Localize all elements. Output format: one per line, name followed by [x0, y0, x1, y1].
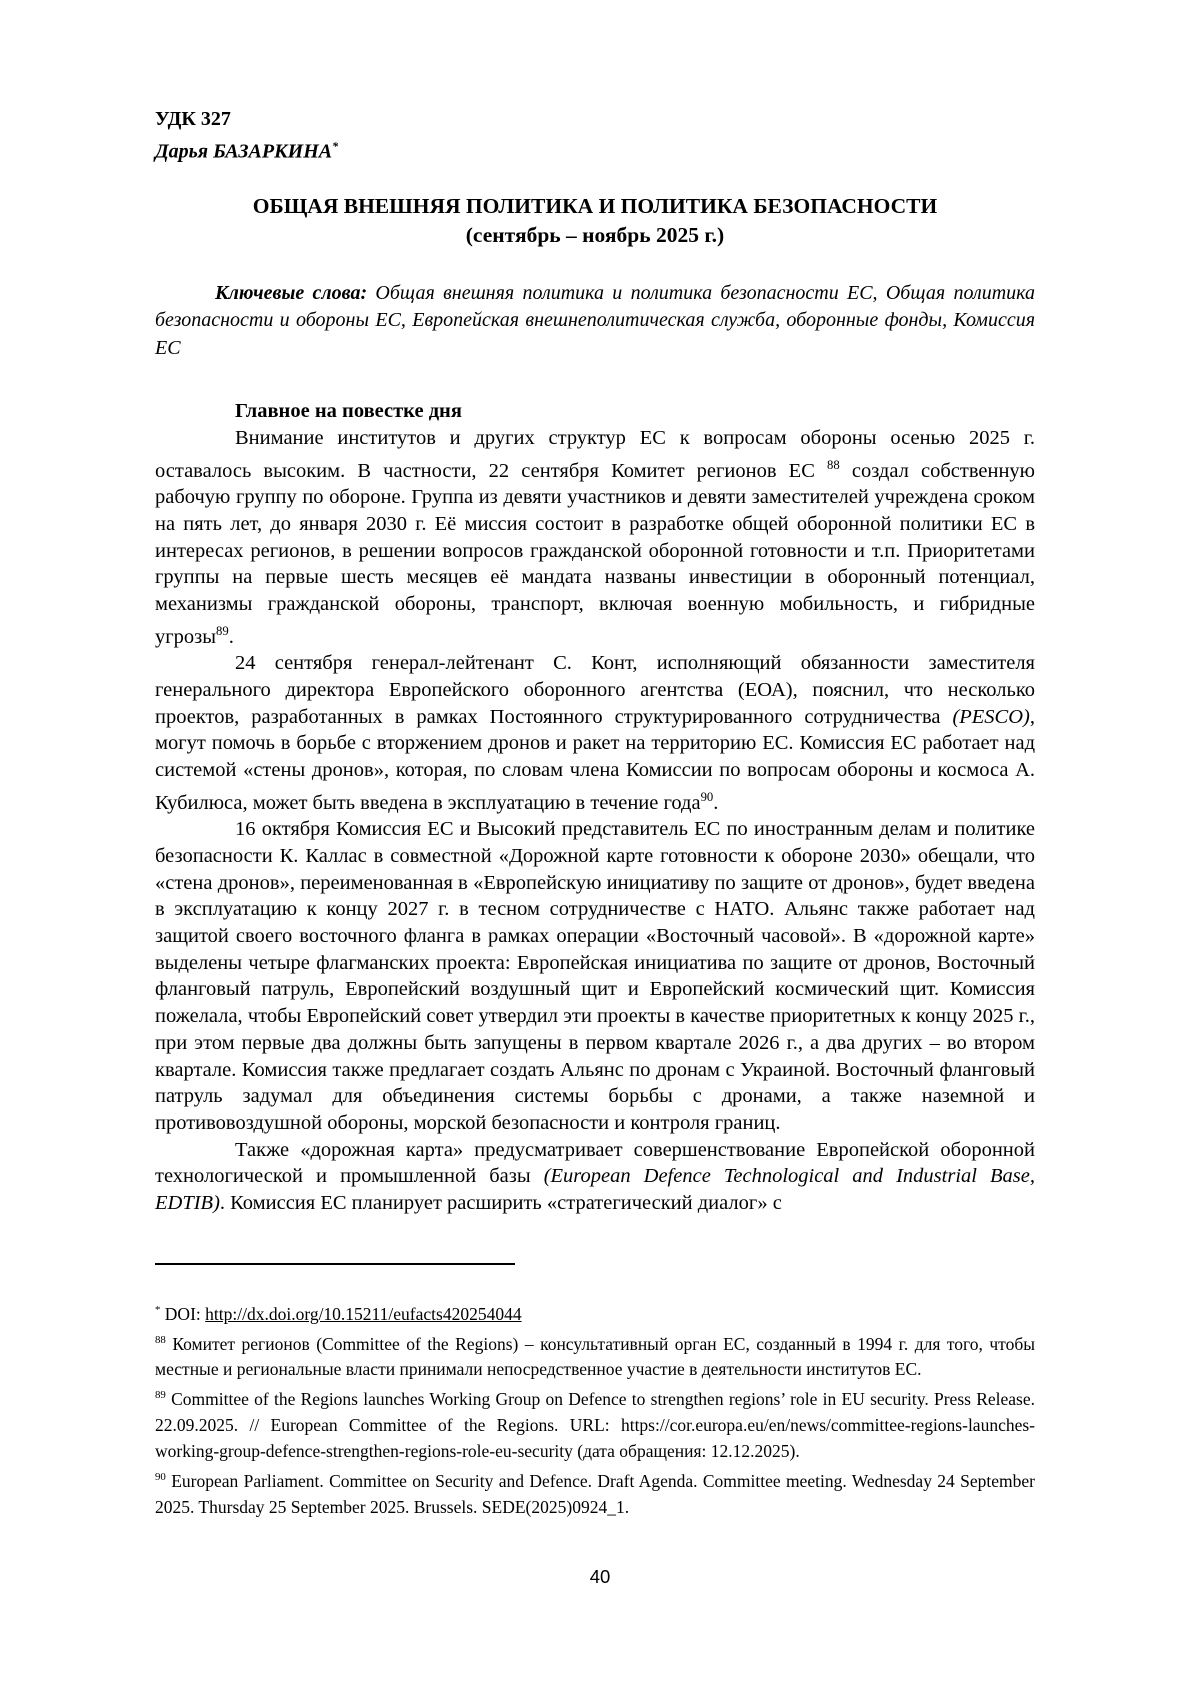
- article-title-line-1: ОБЩАЯ ВНЕШНЯЯ ПОЛИТИКА И ПОЛИТИКА БЕЗОПАСНОСТИ: [252, 193, 938, 218]
- doi-link[interactable]: http://dx.doi.org/10.15211/eufacts420254044: [205, 1303, 522, 1324]
- article-title-line-2: (сентябрь – ноябрь 2025 г.): [465, 222, 725, 247]
- footnote-ref-89: 89: [216, 623, 229, 638]
- keywords-block: [155, 280, 1035, 363]
- text-run: (PESCO): [952, 705, 1030, 728]
- footnote-item-89: [155, 1382, 1035, 1464]
- paragraph-4: Также «дорожная карта» предусматривает совершенствование Европейской оборонной технологической и промышленной базы (European Defence Technological and Industrial Base, EDTIB). Комиссия ЕС планирует расширить «стратегический диалог» с: [155, 1138, 1035, 1215]
- text-run: (European Defence Technological and Industrial Base, EDTIB): [155, 1165, 1035, 1215]
- paragraph-2: 24 сентября генерал-лейтенант С. Конт, исполняющий обязанности заместителя генерального директора Европейского оборонного агентства (ЕОА), пояснил, что несколько проектов, разработанных в рамках Постоянного структурированного сотрудничества (PESCO), могут помочь в борьбе с вторжением дронов и ракет на территорию ЕС. Комиссия ЕС работает над системой «стены дронов», которая, по словам члена Комиссии по вопросам обороны и космоса А. Кубилюса, может быть введена в эксплуатацию в течение года$^{90}$.: [155, 652, 1035, 814]
- footnote-text: European Parliament. Committee on Security and Defence. Draft Agenda. Committee meeting. Wednesday 24 September 2025. Thursday 25 September 2025. Brussels. SEDE(2025)0924_1.: [155, 1471, 1035, 1518]
- footnote-marker: 89: [155, 1389, 166, 1402]
- page-number: 40: [589, 1566, 611, 1587]
- author-name: Дарья БАЗАРКИНА: [155, 140, 333, 163]
- footnote-item-90: [155, 1464, 1035, 1520]
- keywords-text: Общая внешняя политика и политика безопасности ЕС, Общая политика безопасности и обороны ЕС, Европейская внешнеполитическая служба, оборонные фонды, Комиссия ЕС: [155, 281, 1036, 359]
- footnote-ref-90: 90: [700, 789, 714, 804]
- paragraph-3: 16 октября Комиссия ЕС и Высокий представитель ЕС по иностранным делам и политике безопасности К. Каллас в совместной «Дорожной карте готовности к обороне 2030» обещали, что «стена дронов», переименованная в «Европейскую инициативу по защите от дронов», будет введена в эксплуатацию к концу 2027 г. в тесном сотрудничестве с НАТО. Альянс также работает над защитой своего восточного фланга в рамках операции «Восточный часовой». В «дорожной карте» выделены четыре флагманских проекта: Европейская инициатива по защите от дронов, Восточный фланговый патруль, Европейский воздушный щит и Европейский космический щит. Комиссия пожелала, чтобы Европейский совет утвердил эти проекты в качестве приоритетных к концу 2025 г., при этом первые два должны быть запущены в первом квартале 2026 г., а два других – во втором квартале. Комиссия также предлагает создать Альянс по дронам с Украиной. Восточный фланговый патруль задумал для объединения системы борьбы с дронами, а также наземной и противовоздушной обороны, морской безопасности и контроля границ.: [155, 818, 1035, 1134]
- footnote-marker: *: [155, 1303, 161, 1316]
- footnote-marker: 90: [155, 1471, 166, 1484]
- section-heading: Главное на повестке дня: [235, 400, 462, 423]
- footnote-item-88: [155, 1327, 1035, 1383]
- keywords-label: Ключевые слова:: [215, 281, 368, 304]
- article-title: [155, 192, 1035, 250]
- footnote-separator: [155, 1263, 515, 1265]
- udk-code: УДК 327: [155, 108, 231, 130]
- footnote-ref-88: 88: [827, 457, 840, 472]
- footnote-item-star: [155, 1297, 1035, 1327]
- paragraph-1: Внимание институтов и других структур ЕС к вопросам обороны осенью 2025 г. оставалось высоким. В частности, 22 сентября Комитет регионов ЕС $^{88}$ создал собственную рабочую группу по обороне. Группа из девяти участников и девяти заместителей учреждена сроком на пять лет, до января 2030 г. Её миссия состоит в разработке общей оборонной политики ЕС в интересах регионов, в решении вопросов гражданской оборонной готовности и т.п. Приоритетами группы на первые шесть месяцев её мандата названы инвестиции в оборонный потенциал, механизмы гражданской обороны, транспорт, включая военную мобильность, и гибридные угрозы$^{89}$.: [155, 426, 1035, 648]
- footnote-text: Committee of the Regions launches Working Group on Defence to strengthen regions’ role in EU security. Press Release. 22.09.2025. // European Committee of the Regions. URL: https://cor.europa.eu/en/news/committee-regions-launches-working-group-defence-strengthen-regions-role-eu-security (дата обращения: 12.12.2025).: [155, 1389, 1035, 1462]
- footnotes: [155, 1297, 1035, 1520]
- footnote-text: DOI: http://dx.doi.org/10.15211/eufacts420254044: [160, 1303, 522, 1324]
- footnote-marker: 88: [155, 1333, 166, 1346]
- author-line: [155, 133, 1035, 166]
- author-footnote-marker: *: [332, 139, 339, 153]
- footnote-text: Комитет регионов (Committee of the Regions) – консультативный орган ЕС, созданный в 1994 г. для того, чтобы местные и региональные власти принимали непосредственное участие в деятельности институтов ЕС.: [155, 1333, 1035, 1380]
